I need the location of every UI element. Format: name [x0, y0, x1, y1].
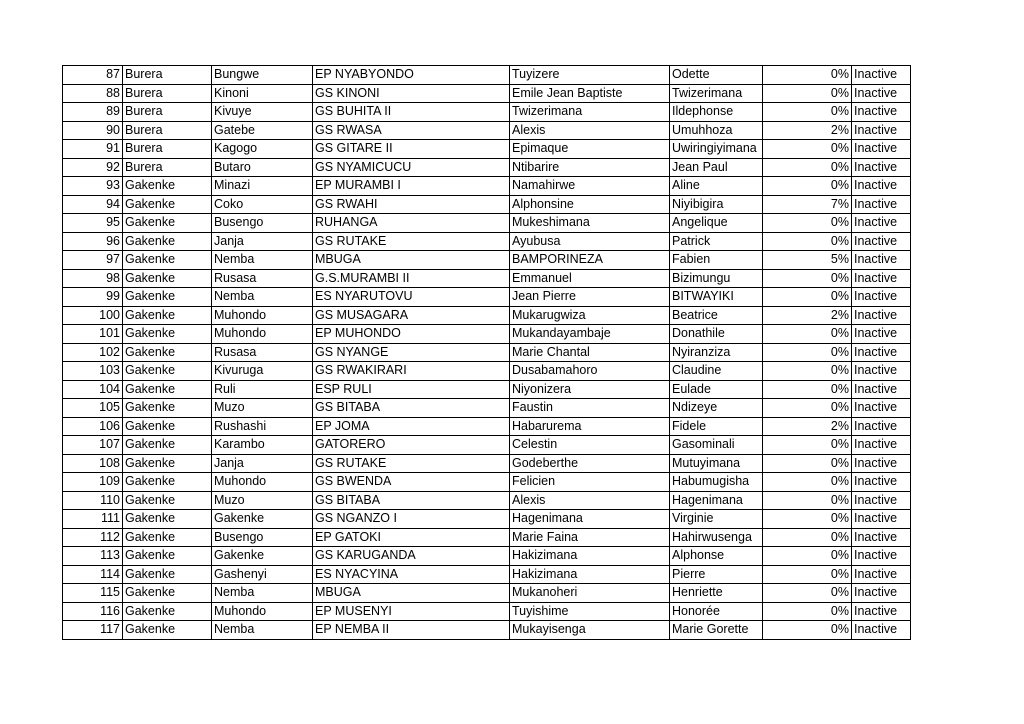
- table-row: [63, 510, 911, 529]
- last-name-cell: Honorée: [670, 602, 763, 621]
- school-cell: GS MUSAGARA: [313, 306, 510, 325]
- row-number: 88: [63, 84, 123, 103]
- table-row: [63, 491, 911, 510]
- first-name-cell: Hagenimana: [510, 510, 670, 529]
- percent-cell: 0%: [763, 362, 852, 381]
- school-cell: GS NYAMICUCU: [313, 158, 510, 177]
- first-name-cell: Ntibarire: [510, 158, 670, 177]
- first-name-cell: BAMPORINEZA: [510, 251, 670, 270]
- sector-cell: Muzo: [212, 399, 313, 418]
- table-row: [63, 380, 911, 399]
- district-cell: Gakenke: [123, 436, 212, 455]
- percent-cell: 0%: [763, 288, 852, 307]
- district-cell: Burera: [123, 140, 212, 159]
- table-row: [63, 269, 911, 288]
- row-number: 111: [63, 510, 123, 529]
- district-cell: Gakenke: [123, 214, 212, 233]
- first-name-cell: Alphonsine: [510, 195, 670, 214]
- last-name-cell: Gasominali: [670, 436, 763, 455]
- row-number: 104: [63, 380, 123, 399]
- status-cell: Inactive: [852, 288, 911, 307]
- table-row: [63, 547, 911, 566]
- first-name-cell: Marie Faina: [510, 528, 670, 547]
- row-number: 89: [63, 103, 123, 122]
- school-cell: GS RUTAKE: [313, 454, 510, 473]
- district-cell: Gakenke: [123, 232, 212, 251]
- sector-cell: Nemba: [212, 584, 313, 603]
- percent-cell: 0%: [763, 269, 852, 288]
- district-cell: Gakenke: [123, 473, 212, 492]
- school-cell: GATORERO: [313, 436, 510, 455]
- row-number: 115: [63, 584, 123, 603]
- percent-cell: 5%: [763, 251, 852, 270]
- table-row: [63, 602, 911, 621]
- status-cell: Inactive: [852, 436, 911, 455]
- percent-cell: 0%: [763, 66, 852, 85]
- table-row: [63, 306, 911, 325]
- last-name-cell: Patrick: [670, 232, 763, 251]
- first-name-cell: Mukarugwiza: [510, 306, 670, 325]
- first-name-cell: Celestin: [510, 436, 670, 455]
- last-name-cell: Aline: [670, 177, 763, 196]
- sector-cell: Nemba: [212, 251, 313, 270]
- school-cell: G.S.MURAMBI II: [313, 269, 510, 288]
- percent-cell: 0%: [763, 103, 852, 122]
- first-name-cell: Emile Jean Baptiste: [510, 84, 670, 103]
- first-name-cell: Mukayisenga: [510, 621, 670, 640]
- school-cell: MBUGA: [313, 251, 510, 270]
- school-cell: EP MUHONDO: [313, 325, 510, 344]
- status-cell: Inactive: [852, 269, 911, 288]
- percent-cell: 0%: [763, 158, 852, 177]
- district-cell: Gakenke: [123, 528, 212, 547]
- status-cell: Inactive: [852, 473, 911, 492]
- district-cell: Burera: [123, 84, 212, 103]
- school-cell: GS RUTAKE: [313, 232, 510, 251]
- district-cell: Gakenke: [123, 306, 212, 325]
- table-row: [63, 417, 911, 436]
- table-row: [63, 195, 911, 214]
- table-row: [63, 399, 911, 418]
- first-name-cell: Emmanuel: [510, 269, 670, 288]
- status-cell: Inactive: [852, 66, 911, 85]
- table-row: [63, 140, 911, 159]
- district-cell: Burera: [123, 158, 212, 177]
- sector-cell: Nemba: [212, 288, 313, 307]
- status-cell: Inactive: [852, 84, 911, 103]
- row-number: 113: [63, 547, 123, 566]
- school-cell: GS GITARE II: [313, 140, 510, 159]
- row-number: 91: [63, 140, 123, 159]
- last-name-cell: Angelique: [670, 214, 763, 233]
- percent-cell: 0%: [763, 584, 852, 603]
- school-cell: GS RWASA: [313, 121, 510, 140]
- row-number: 97: [63, 251, 123, 270]
- district-cell: Gakenke: [123, 195, 212, 214]
- last-name-cell: Twizerimana: [670, 84, 763, 103]
- sector-cell: Butaro: [212, 158, 313, 177]
- row-number: 105: [63, 399, 123, 418]
- sector-cell: Rusasa: [212, 269, 313, 288]
- sector-cell: Nemba: [212, 621, 313, 640]
- sector-cell: Gakenke: [212, 547, 313, 566]
- status-cell: Inactive: [852, 214, 911, 233]
- percent-cell: 0%: [763, 491, 852, 510]
- school-cell: EP JOMA: [313, 417, 510, 436]
- district-cell: Gakenke: [123, 584, 212, 603]
- table-row: [63, 325, 911, 344]
- district-cell: Gakenke: [123, 251, 212, 270]
- first-name-cell: Tuyizere: [510, 66, 670, 85]
- sector-cell: Gashenyi: [212, 565, 313, 584]
- district-cell: Burera: [123, 66, 212, 85]
- last-name-cell: Marie Gorette: [670, 621, 763, 640]
- percent-cell: 0%: [763, 399, 852, 418]
- row-number: 102: [63, 343, 123, 362]
- last-name-cell: Uwiringiyimana: [670, 140, 763, 159]
- district-cell: Gakenke: [123, 602, 212, 621]
- school-cell: GS KINONI: [313, 84, 510, 103]
- first-name-cell: Hakizimana: [510, 565, 670, 584]
- table-row: [63, 103, 911, 122]
- school-cell: EP MUSENYI: [313, 602, 510, 621]
- school-cell: RUHANGA: [313, 214, 510, 233]
- first-name-cell: Marie Chantal: [510, 343, 670, 362]
- last-name-cell: BITWAYIKI: [670, 288, 763, 307]
- last-name-cell: Mutuyimana: [670, 454, 763, 473]
- school-cell: GS KARUGANDA: [313, 547, 510, 566]
- first-name-cell: Godeberthe: [510, 454, 670, 473]
- table-body: [63, 66, 911, 640]
- row-number: 96: [63, 232, 123, 251]
- data-table: [62, 65, 911, 640]
- percent-cell: 0%: [763, 84, 852, 103]
- table-row: [63, 214, 911, 233]
- school-cell: EP GATOKI: [313, 528, 510, 547]
- row-number: 106: [63, 417, 123, 436]
- status-cell: Inactive: [852, 325, 911, 344]
- district-cell: Gakenke: [123, 269, 212, 288]
- school-cell: GS RWAKIRARI: [313, 362, 510, 381]
- first-name-cell: Mukandayambaje: [510, 325, 670, 344]
- first-name-cell: Tuyishime: [510, 602, 670, 621]
- district-cell: Gakenke: [123, 177, 212, 196]
- sector-cell: Gatebe: [212, 121, 313, 140]
- school-cell: GS RWAHI: [313, 195, 510, 214]
- status-cell: Inactive: [852, 140, 911, 159]
- last-name-cell: Fabien: [670, 251, 763, 270]
- first-name-cell: Alexis: [510, 491, 670, 510]
- row-number: 112: [63, 528, 123, 547]
- last-name-cell: Ndizeye: [670, 399, 763, 418]
- row-number: 101: [63, 325, 123, 344]
- sector-cell: Karambo: [212, 436, 313, 455]
- district-cell: Gakenke: [123, 510, 212, 529]
- status-cell: Inactive: [852, 177, 911, 196]
- sector-cell: Busengo: [212, 528, 313, 547]
- status-cell: Inactive: [852, 399, 911, 418]
- percent-cell: 2%: [763, 417, 852, 436]
- status-cell: Inactive: [852, 491, 911, 510]
- last-name-cell: Alphonse: [670, 547, 763, 566]
- school-cell: MBUGA: [313, 584, 510, 603]
- last-name-cell: Fidele: [670, 417, 763, 436]
- table-row: [63, 288, 911, 307]
- row-number: 110: [63, 491, 123, 510]
- row-number: 107: [63, 436, 123, 455]
- table-row: [63, 436, 911, 455]
- last-name-cell: Donathile: [670, 325, 763, 344]
- table-row: [63, 84, 911, 103]
- district-cell: Gakenke: [123, 454, 212, 473]
- first-name-cell: Epimaque: [510, 140, 670, 159]
- first-name-cell: Habarurema: [510, 417, 670, 436]
- row-number: 90: [63, 121, 123, 140]
- sector-cell: Ruli: [212, 380, 313, 399]
- sector-cell: Muhondo: [212, 473, 313, 492]
- sector-cell: Gakenke: [212, 510, 313, 529]
- table-row: [63, 158, 911, 177]
- district-cell: Gakenke: [123, 491, 212, 510]
- percent-cell: 0%: [763, 140, 852, 159]
- sector-cell: Kagogo: [212, 140, 313, 159]
- sector-cell: Bungwe: [212, 66, 313, 85]
- first-name-cell: Jean Pierre: [510, 288, 670, 307]
- percent-cell: 2%: [763, 121, 852, 140]
- status-cell: Inactive: [852, 547, 911, 566]
- last-name-cell: Nyiranziza: [670, 343, 763, 362]
- percent-cell: 2%: [763, 306, 852, 325]
- district-cell: Gakenke: [123, 288, 212, 307]
- district-cell: Burera: [123, 121, 212, 140]
- row-number: 114: [63, 565, 123, 584]
- sector-cell: Busengo: [212, 214, 313, 233]
- sector-cell: Muhondo: [212, 306, 313, 325]
- table-row: [63, 473, 911, 492]
- school-cell: GS BITABA: [313, 399, 510, 418]
- last-name-cell: Henriette: [670, 584, 763, 603]
- last-name-cell: Bizimungu: [670, 269, 763, 288]
- percent-cell: 0%: [763, 380, 852, 399]
- table-row: [63, 251, 911, 270]
- sector-cell: Muhondo: [212, 602, 313, 621]
- status-cell: Inactive: [852, 232, 911, 251]
- percent-cell: 0%: [763, 436, 852, 455]
- last-name-cell: Niyibigira: [670, 195, 763, 214]
- district-cell: Gakenke: [123, 417, 212, 436]
- percent-cell: 0%: [763, 325, 852, 344]
- last-name-cell: Hahirwusenga: [670, 528, 763, 547]
- table-row: [63, 232, 911, 251]
- last-name-cell: Jean Paul: [670, 158, 763, 177]
- school-cell: GS BWENDA: [313, 473, 510, 492]
- first-name-cell: Niyonizera: [510, 380, 670, 399]
- status-cell: Inactive: [852, 362, 911, 381]
- status-cell: Inactive: [852, 343, 911, 362]
- percent-cell: 0%: [763, 177, 852, 196]
- last-name-cell: Hagenimana: [670, 491, 763, 510]
- first-name-cell: Namahirwe: [510, 177, 670, 196]
- sector-cell: Muzo: [212, 491, 313, 510]
- district-cell: Gakenke: [123, 565, 212, 584]
- first-name-cell: Alexis: [510, 121, 670, 140]
- row-number: 116: [63, 602, 123, 621]
- school-cell: GS BITABA: [313, 491, 510, 510]
- status-cell: Inactive: [852, 584, 911, 603]
- status-cell: Inactive: [852, 195, 911, 214]
- first-name-cell: Mukanoheri: [510, 584, 670, 603]
- percent-cell: 0%: [763, 214, 852, 233]
- status-cell: Inactive: [852, 103, 911, 122]
- sector-cell: Kivuye: [212, 103, 313, 122]
- status-cell: Inactive: [852, 510, 911, 529]
- row-number: 103: [63, 362, 123, 381]
- district-cell: Gakenke: [123, 325, 212, 344]
- row-number: 92: [63, 158, 123, 177]
- table-row: [63, 121, 911, 140]
- percent-cell: 0%: [763, 454, 852, 473]
- row-number: 117: [63, 621, 123, 640]
- district-cell: Gakenke: [123, 343, 212, 362]
- last-name-cell: Eulade: [670, 380, 763, 399]
- status-cell: Inactive: [852, 158, 911, 177]
- last-name-cell: Virginie: [670, 510, 763, 529]
- status-cell: Inactive: [852, 565, 911, 584]
- status-cell: Inactive: [852, 380, 911, 399]
- percent-cell: 0%: [763, 602, 852, 621]
- sector-cell: Janja: [212, 232, 313, 251]
- sector-cell: Coko: [212, 195, 313, 214]
- sector-cell: Kinoni: [212, 84, 313, 103]
- table-row: [63, 454, 911, 473]
- school-cell: EP MURAMBI I: [313, 177, 510, 196]
- row-number: 93: [63, 177, 123, 196]
- sector-cell: Kivuruga: [212, 362, 313, 381]
- last-name-cell: Beatrice: [670, 306, 763, 325]
- last-name-cell: Ildephonse: [670, 103, 763, 122]
- table-row: [63, 584, 911, 603]
- first-name-cell: Faustin: [510, 399, 670, 418]
- last-name-cell: Pierre: [670, 565, 763, 584]
- table-row: [63, 621, 911, 640]
- school-cell: ES NYARUTOVU: [313, 288, 510, 307]
- first-name-cell: Hakizimana: [510, 547, 670, 566]
- status-cell: Inactive: [852, 454, 911, 473]
- row-number: 99: [63, 288, 123, 307]
- table-row: [63, 177, 911, 196]
- percent-cell: 0%: [763, 565, 852, 584]
- table-row: [63, 343, 911, 362]
- status-cell: Inactive: [852, 251, 911, 270]
- row-number: 95: [63, 214, 123, 233]
- row-number: 87: [63, 66, 123, 85]
- percent-cell: 0%: [763, 528, 852, 547]
- first-name-cell: Dusabamahoro: [510, 362, 670, 381]
- first-name-cell: Mukeshimana: [510, 214, 670, 233]
- percent-cell: 0%: [763, 510, 852, 529]
- district-cell: Gakenke: [123, 380, 212, 399]
- percent-cell: 0%: [763, 547, 852, 566]
- last-name-cell: Claudine: [670, 362, 763, 381]
- district-cell: Burera: [123, 103, 212, 122]
- school-cell: GS NGANZO I: [313, 510, 510, 529]
- row-number: 100: [63, 306, 123, 325]
- row-number: 109: [63, 473, 123, 492]
- table-row: [63, 565, 911, 584]
- status-cell: Inactive: [852, 528, 911, 547]
- last-name-cell: Habumugisha: [670, 473, 763, 492]
- row-number: 108: [63, 454, 123, 473]
- percent-cell: 0%: [763, 473, 852, 492]
- percent-cell: 0%: [763, 232, 852, 251]
- status-cell: Inactive: [852, 121, 911, 140]
- percent-cell: 7%: [763, 195, 852, 214]
- school-cell: GS NYANGE: [313, 343, 510, 362]
- first-name-cell: Felicien: [510, 473, 670, 492]
- district-cell: Gakenke: [123, 621, 212, 640]
- sector-cell: Minazi: [212, 177, 313, 196]
- school-cell: GS BUHITA II: [313, 103, 510, 122]
- school-cell: ES NYACYINA: [313, 565, 510, 584]
- sector-cell: Rusasa: [212, 343, 313, 362]
- school-cell: EP NYABYONDO: [313, 66, 510, 85]
- district-cell: Gakenke: [123, 362, 212, 381]
- sector-cell: Rushashi: [212, 417, 313, 436]
- status-cell: Inactive: [852, 417, 911, 436]
- table-row: [63, 66, 911, 85]
- row-number: 94: [63, 195, 123, 214]
- school-cell: EP NEMBA II: [313, 621, 510, 640]
- table-row: [63, 528, 911, 547]
- percent-cell: 0%: [763, 343, 852, 362]
- status-cell: Inactive: [852, 602, 911, 621]
- status-cell: Inactive: [852, 306, 911, 325]
- table-row: [63, 362, 911, 381]
- school-cell: ESP RULI: [313, 380, 510, 399]
- first-name-cell: Twizerimana: [510, 103, 670, 122]
- sector-cell: Muhondo: [212, 325, 313, 344]
- status-cell: Inactive: [852, 621, 911, 640]
- last-name-cell: Umuhhoza: [670, 121, 763, 140]
- district-cell: Gakenke: [123, 547, 212, 566]
- sector-cell: Janja: [212, 454, 313, 473]
- district-cell: Gakenke: [123, 399, 212, 418]
- last-name-cell: Odette: [670, 66, 763, 85]
- row-number: 98: [63, 269, 123, 288]
- percent-cell: 0%: [763, 621, 852, 640]
- first-name-cell: Ayubusa: [510, 232, 670, 251]
